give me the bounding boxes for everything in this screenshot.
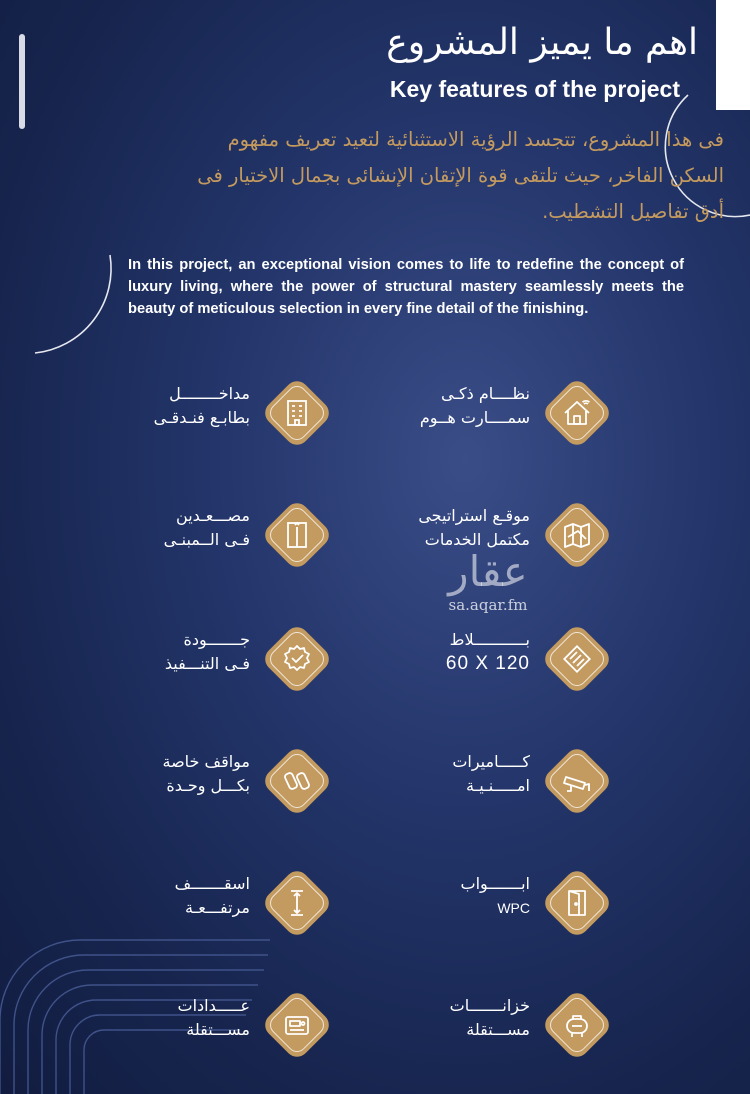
parking-icon: [279, 763, 315, 799]
feature-label: [340, 504, 530, 552]
scrollbar[interactable]: [19, 34, 25, 129]
feature-badge: [260, 866, 334, 940]
map-icon: [559, 517, 595, 553]
feature-subtitle: مســـتقلة: [466, 1020, 530, 1039]
high-ceiling-icon: [279, 885, 315, 921]
feature-badge: [540, 866, 614, 940]
feature-title: عـــــدادات: [177, 996, 250, 1015]
feature-doors: [330, 866, 614, 940]
meter-icon: [279, 1007, 315, 1043]
feature-badge: [540, 988, 614, 1062]
door-icon: [559, 885, 595, 921]
feature-badge: [260, 376, 334, 450]
feature-hotel-interiors: [50, 376, 334, 450]
intro-arabic: [120, 122, 724, 230]
feature-title: اسقـــــــف: [174, 874, 250, 893]
feature-badge: [260, 744, 334, 818]
feature-label: [60, 382, 250, 430]
feature-title: خزانـــــــات: [449, 996, 530, 1015]
feature-badge: [260, 622, 334, 696]
feature-badge: [540, 376, 614, 450]
feature-subtitle: بطابـع فنـدقـى: [153, 408, 250, 427]
feature-smart-home: [330, 376, 614, 450]
intro-arabic-line: فى هذا المشروع، تتجسد الرؤية الاستثنائية لتعيد تعريف مفهوم: [227, 128, 724, 151]
feature-quality: [50, 622, 334, 696]
feature-label: [60, 504, 250, 552]
feature-label: [340, 872, 530, 920]
intro-arabic-line: السكن الفاخر، حيث تلتقى قوة الإتقان الإنشائى بجمال الاختيار فى: [197, 164, 724, 187]
feature-title: ابـــــــواب: [460, 874, 530, 893]
feature-title: موقـع استراتيجى: [418, 506, 530, 525]
feature-subtitle: فـى التنـــفيذ: [164, 654, 250, 673]
title-arabic: اهم ما يميز المشروع: [386, 22, 698, 63]
tiles-icon: [559, 641, 595, 677]
feature-badge: [540, 744, 614, 818]
feature-subtitle: فـى الــمبنـى: [163, 530, 250, 549]
feature-title: كـــــاميرات: [452, 752, 530, 771]
feature-subtitle: بكـــل وحـدة: [166, 776, 250, 795]
intro-english: In this project, an exceptional vision comes to life to redefine the concept of luxury living, where the power of structural mastery seamlessly meets the beauty of meticulous selection in every fine detail of the finishing.: [128, 257, 684, 317]
feature-ceilings: [50, 866, 334, 940]
smart-home-icon: [559, 395, 595, 431]
feature-label: [340, 994, 530, 1042]
elevator-icon: [279, 517, 315, 553]
feature-badge: [260, 498, 334, 572]
feature-label: [340, 628, 530, 676]
feature-tiles: [330, 622, 614, 696]
white-tab: [716, 0, 750, 110]
feature-title: مواقف خاصة: [162, 752, 250, 771]
feature-title: نظــــام ذكـى: [441, 384, 530, 403]
feature-meters: [50, 988, 334, 1062]
feature-elevators: [50, 498, 334, 572]
feature-label: [60, 628, 250, 676]
feature-subtitle: امـــــنـيـة: [465, 776, 530, 795]
feature-badge: [260, 988, 334, 1062]
feature-subtitle: مســـتقلة: [186, 1020, 250, 1039]
feature-label: [60, 994, 250, 1042]
feature-subtitle: مكتمل الخدمات: [424, 530, 530, 549]
feature-cameras: [330, 744, 614, 818]
watermark-site: sa.aqar.fm: [448, 596, 528, 614]
feature-subtitle: سمــــارت هــوم: [419, 408, 530, 427]
feature-tanks: [330, 988, 614, 1062]
feature-subtitle: 60 X 120: [445, 653, 530, 674]
watermark-logo: عقار: [448, 547, 528, 596]
feature-subtitle: مرتفـــعـة: [185, 898, 250, 917]
quality-badge-icon: [279, 641, 315, 677]
title-english: Key features of the project: [389, 76, 680, 102]
feature-title: مصـــعـدين: [176, 506, 250, 525]
feature-label: [60, 750, 250, 798]
feature-label: [340, 382, 530, 430]
water-tank-icon: [559, 1007, 595, 1043]
intro-arabic-line: أدق تفاصيل التشطيب.: [542, 200, 724, 223]
building-icon: [279, 395, 315, 431]
feature-title: جـــــــودة: [183, 630, 250, 649]
feature-badge: [540, 622, 614, 696]
feature-label: [340, 750, 530, 798]
feature-title: مداخــــــــل: [169, 384, 250, 403]
feature-title: بـــــــــــلاط: [449, 630, 530, 649]
feature-parking: [50, 744, 334, 818]
feature-subtitle: WPC: [497, 900, 530, 916]
feature-label: [60, 872, 250, 920]
security-camera-icon: [559, 763, 595, 799]
watermark: [428, 548, 548, 614]
feature-badge: [540, 498, 614, 572]
